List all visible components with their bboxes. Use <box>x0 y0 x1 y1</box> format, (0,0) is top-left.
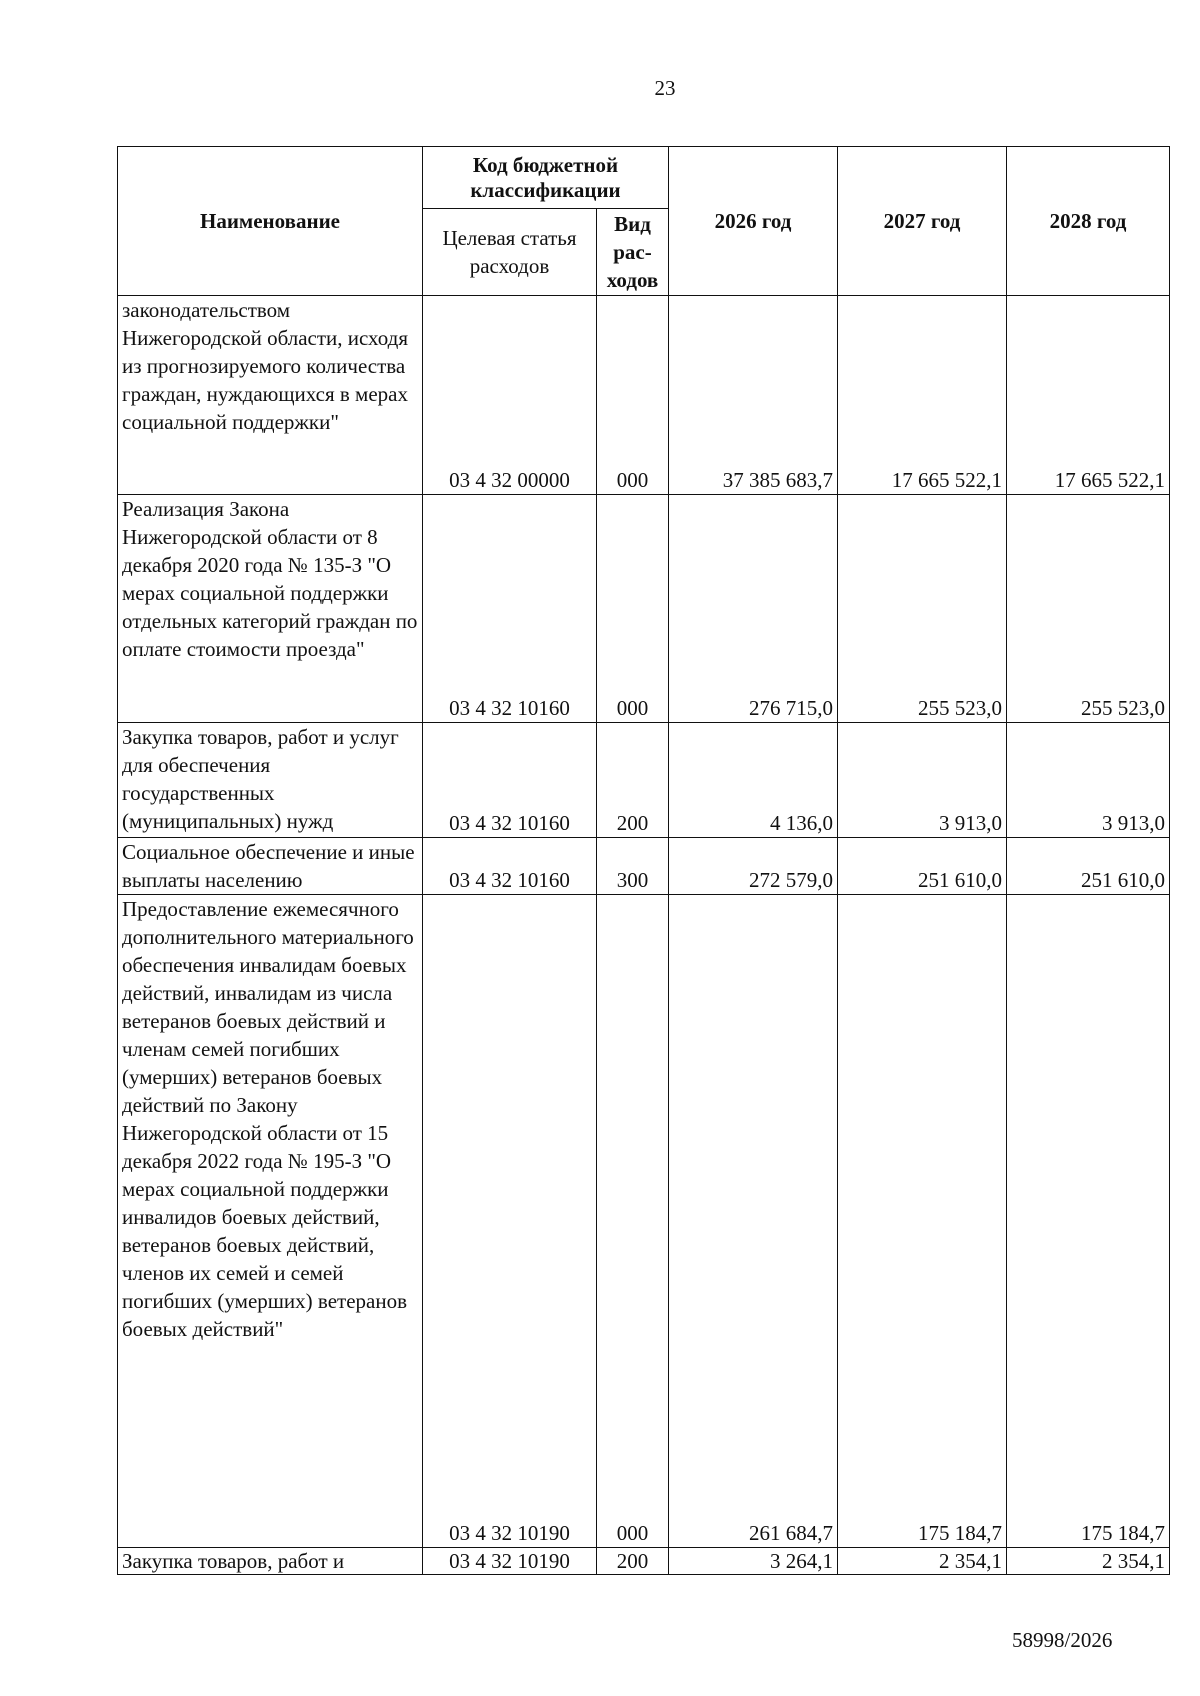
table-row <box>118 723 1170 838</box>
row-value-2028: 17 665 522,1 <box>1007 296 1170 495</box>
table-row <box>118 1548 1170 1575</box>
row-expense-type: 000 <box>597 895 669 1548</box>
row-value-2026: 4 136,0 <box>669 723 838 838</box>
row-name: Закупка товаров, работ и услуг для обеспечения государственных (муниципальных) нужд <box>118 723 423 838</box>
row-value-2028: 251 610,0 <box>1007 838 1170 895</box>
row-name: Социальное обеспечение и иные выплаты населению <box>118 838 423 895</box>
row-name: законодательством Нижегородской области, исходя из прогнозируемого количества граждан, нуждающихся в мерах социальной поддержки" <box>118 296 423 495</box>
document-id: 58998/2026 <box>1012 1628 1113 1652</box>
row-target-article: 03 4 32 10190 <box>423 895 597 1548</box>
row-value-2028: 175 184,7 <box>1007 895 1170 1548</box>
page-number: 23 <box>654 76 676 100</box>
row-value-2026: 276 715,0 <box>669 495 838 723</box>
row-value-2026: 272 579,0 <box>669 838 838 895</box>
header-name: Наименование <box>118 147 423 296</box>
row-value-2027: 251 610,0 <box>838 838 1007 895</box>
table-row <box>118 495 1170 723</box>
row-value-2028: 2 354,1 <box>1007 1548 1170 1575</box>
row-target-article: 03 4 32 00000 <box>423 296 597 495</box>
row-value-2027: 3 913,0 <box>838 723 1007 838</box>
header-target-article: Целевая статья расходов <box>423 209 597 296</box>
row-expense-type: 200 <box>597 723 669 838</box>
row-target-article: 03 4 32 10160 <box>423 723 597 838</box>
row-value-2026: 261 684,7 <box>669 895 838 1548</box>
row-expense-type: 300 <box>597 838 669 895</box>
row-value-2026: 37 385 683,7 <box>669 296 838 495</box>
row-expense-type: 200 <box>597 1548 669 1575</box>
header-year-2026: 2026 год <box>669 147 838 296</box>
header-year-2027: 2027 год <box>838 147 1007 296</box>
row-expense-type: 000 <box>597 495 669 723</box>
row-value-2027: 2 354,1 <box>838 1548 1007 1575</box>
row-target-article: 03 4 32 10160 <box>423 838 597 895</box>
header-year-2028: 2028 год <box>1007 147 1170 296</box>
row-value-2027: 17 665 522,1 <box>838 296 1007 495</box>
row-value-2028: 3 913,0 <box>1007 723 1170 838</box>
table-row <box>118 296 1170 495</box>
header-budget-code: Код бюджетной классификации <box>423 147 669 209</box>
table-row <box>118 895 1170 1548</box>
budget-table <box>117 146 1170 1575</box>
table-row <box>118 838 1170 895</box>
row-value-2027: 175 184,7 <box>838 895 1007 1548</box>
row-value-2028: 255 523,0 <box>1007 495 1170 723</box>
row-value-2026: 3 264,1 <box>669 1548 838 1575</box>
row-value-2027: 255 523,0 <box>838 495 1007 723</box>
row-name: Закупка товаров, работ и <box>118 1548 423 1575</box>
row-expense-type: 000 <box>597 296 669 495</box>
row-name: Реализация Закона Нижегородской области от 8 декабря 2020 года № 135-З "О мерах социальной поддержки отдельных категорий граждан по оплате стоимости проезда" <box>118 495 423 723</box>
row-target-article: 03 4 32 10190 <box>423 1548 597 1575</box>
row-target-article: 03 4 32 10160 <box>423 495 597 723</box>
row-name: Предоставление ежемесячного дополнительного материального обеспечения инвалидам боевых действий, инвалидам из числа ветеранов боевых действий и членам семей погибших (умерших) ветеранов боевых действий по Закону Нижегородской области от 15 декабря 2022 года № 195-З "О мерах социальной поддержки инвалидов боевых действий, ветеранов боевых действий, членов их семей и семей погибших (умерших) ветеранов боевых действий" <box>118 895 423 1548</box>
header-expense-type: Вид рас-ходов <box>597 209 669 296</box>
